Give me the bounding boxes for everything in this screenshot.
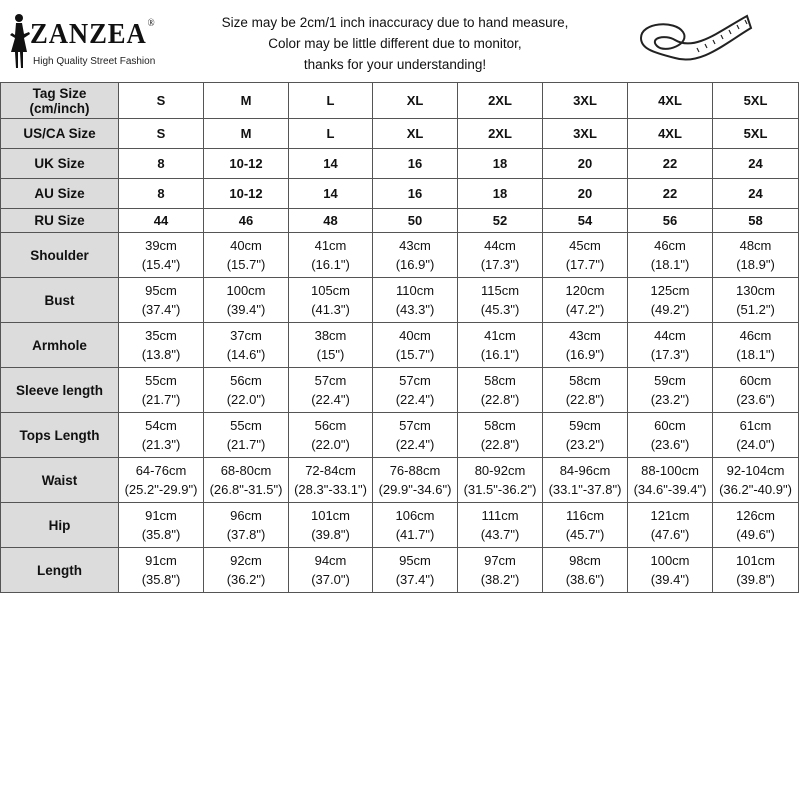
size-cell: 10-12 bbox=[204, 179, 289, 209]
cm-value: 96cm bbox=[230, 508, 262, 523]
inch-value: (21.7") bbox=[226, 437, 266, 452]
inch-value: (23.2") bbox=[565, 437, 605, 452]
size-cell: 10-12 bbox=[204, 149, 289, 179]
size-cell: 18 bbox=[458, 179, 543, 209]
cm-value: 40cm bbox=[399, 328, 431, 343]
inch-value: (22.0") bbox=[226, 392, 266, 407]
measurement-cell bbox=[204, 323, 289, 368]
size-cell: L bbox=[289, 119, 373, 149]
measurement-cell bbox=[628, 233, 713, 278]
measurement-cell bbox=[373, 368, 458, 413]
cm-value: 44cm bbox=[484, 238, 516, 253]
size-cell: XL bbox=[373, 119, 458, 149]
cm-value: 91cm bbox=[145, 553, 177, 568]
measurement-row bbox=[1, 413, 799, 458]
measurement-cell bbox=[543, 503, 628, 548]
inch-value: (37.8") bbox=[226, 527, 266, 542]
cm-value: 59cm bbox=[569, 418, 601, 433]
measurement-cell bbox=[543, 548, 628, 593]
cm-value: 56cm bbox=[314, 418, 347, 433]
measurement-cell bbox=[204, 278, 289, 323]
measurement-row bbox=[1, 233, 799, 278]
inch-value: (35.8") bbox=[141, 527, 181, 542]
size-cell: 44 bbox=[119, 209, 204, 233]
row-label: RU Size bbox=[1, 209, 119, 233]
measurement-cell bbox=[119, 233, 204, 278]
measurement-cell bbox=[119, 278, 204, 323]
row-label: Tag Size (cm/inch) bbox=[1, 83, 119, 119]
inch-value: (39.8") bbox=[311, 527, 350, 542]
cm-value: 76-88cm bbox=[389, 463, 441, 478]
cm-value: 94cm bbox=[314, 553, 347, 568]
measurement-cell bbox=[458, 278, 543, 323]
cm-value: 100cm bbox=[650, 553, 690, 568]
size-cell: 3XL bbox=[543, 83, 628, 119]
row-label: US/CA Size bbox=[1, 119, 119, 149]
cm-value: 115cm bbox=[480, 283, 520, 298]
inch-value: (24.0") bbox=[736, 437, 775, 452]
inch-value: (34.6"-39.4") bbox=[633, 482, 707, 497]
cm-value: 72-84cm bbox=[305, 463, 356, 478]
measurement-cell bbox=[713, 278, 799, 323]
measurement-cell bbox=[204, 548, 289, 593]
inch-value: (38.6") bbox=[565, 572, 605, 587]
measurement-cell bbox=[628, 368, 713, 413]
inch-value: (15.4") bbox=[141, 257, 181, 272]
measurement-cell bbox=[373, 458, 458, 503]
row-label: Armhole bbox=[1, 323, 119, 368]
measurement-row bbox=[1, 458, 799, 503]
measurement-cell bbox=[204, 458, 289, 503]
measurement-cell bbox=[204, 233, 289, 278]
size-cell: S bbox=[119, 119, 204, 149]
inch-value: (37.4") bbox=[395, 572, 435, 587]
inch-value: (22.0") bbox=[311, 437, 350, 452]
cm-value: 91cm bbox=[145, 508, 177, 523]
cm-value: 39cm bbox=[145, 238, 177, 253]
measurement-cell bbox=[458, 548, 543, 593]
inch-value: (22.8") bbox=[565, 392, 605, 407]
inch-value: (47.6") bbox=[650, 527, 690, 542]
inch-value: (17.3") bbox=[650, 347, 690, 362]
cm-value: 116cm bbox=[565, 508, 605, 523]
inch-value: (38.2") bbox=[480, 572, 520, 587]
size-cell: M bbox=[204, 119, 289, 149]
size-cell: M bbox=[204, 83, 289, 119]
measurement-cell bbox=[373, 503, 458, 548]
cm-value: 55cm bbox=[145, 373, 177, 388]
cm-value: 54cm bbox=[145, 418, 177, 433]
inch-value: (14.6") bbox=[226, 347, 266, 362]
row-label: UK Size bbox=[1, 149, 119, 179]
measurement-cell bbox=[289, 278, 373, 323]
size-cell: 50 bbox=[373, 209, 458, 233]
cm-value: 41cm bbox=[484, 328, 516, 343]
cm-value: 92cm bbox=[230, 553, 262, 568]
size-cell: 14 bbox=[289, 149, 373, 179]
cm-value: 88-100cm bbox=[641, 463, 699, 478]
measurement-row bbox=[1, 548, 799, 593]
inch-value: (41.7") bbox=[395, 527, 435, 542]
inch-value: (22.4") bbox=[395, 437, 435, 452]
cm-value: 60cm bbox=[739, 373, 772, 388]
cm-value: 46cm bbox=[654, 238, 686, 253]
inch-value: (13.8") bbox=[141, 347, 181, 362]
measurement-cell bbox=[713, 368, 799, 413]
measurement-cell bbox=[713, 233, 799, 278]
inch-value: (45.3") bbox=[480, 302, 520, 317]
measurement-row bbox=[1, 368, 799, 413]
size-cell: L bbox=[289, 83, 373, 119]
inch-value: (39.4") bbox=[650, 572, 690, 587]
cm-value: 100cm bbox=[226, 283, 266, 298]
inch-value: (22.4") bbox=[311, 392, 350, 407]
size-cell: 16 bbox=[373, 149, 458, 179]
size-cell: 5XL bbox=[713, 119, 799, 149]
inch-value: (16.1") bbox=[311, 257, 350, 272]
row-label: Tops Length bbox=[1, 413, 119, 458]
cm-value: 43cm bbox=[569, 328, 601, 343]
measurement-cell bbox=[289, 323, 373, 368]
size-cell: 2XL bbox=[458, 119, 543, 149]
measurement-row bbox=[1, 278, 799, 323]
cm-value: 35cm bbox=[145, 328, 177, 343]
cm-value: 41cm bbox=[314, 238, 347, 253]
cm-value: 59cm bbox=[654, 373, 686, 388]
inch-value: (29.9"-34.6") bbox=[378, 482, 452, 497]
cm-value: 97cm bbox=[484, 553, 516, 568]
measurement-cell bbox=[373, 548, 458, 593]
cm-value: 57cm bbox=[399, 373, 431, 388]
cm-value: 58cm bbox=[569, 373, 601, 388]
measurement-cell bbox=[713, 458, 799, 503]
size-cell: 20 bbox=[543, 149, 628, 179]
inch-value: (39.4") bbox=[226, 302, 266, 317]
cm-value: 84-96cm bbox=[559, 463, 611, 478]
measurement-cell bbox=[458, 458, 543, 503]
row-label: Length bbox=[1, 548, 119, 593]
measurement-cell bbox=[458, 413, 543, 458]
size-cell: S bbox=[119, 83, 204, 119]
inch-value: (22.8") bbox=[480, 392, 520, 407]
inch-value: (21.7") bbox=[141, 392, 181, 407]
cm-value: 111cm bbox=[481, 508, 519, 523]
measurement-cell bbox=[543, 278, 628, 323]
size-cell: XL bbox=[373, 83, 458, 119]
inch-value: (17.7") bbox=[565, 257, 605, 272]
cm-value: 45cm bbox=[569, 238, 601, 253]
inch-value: (22.8") bbox=[480, 437, 520, 452]
cm-value: 37cm bbox=[230, 328, 262, 343]
cm-value: 92-104cm bbox=[726, 463, 785, 478]
size-cell: 56 bbox=[628, 209, 713, 233]
measurement-cell bbox=[289, 458, 373, 503]
cm-value: 43cm bbox=[399, 238, 431, 253]
inch-value: (45.7") bbox=[565, 527, 605, 542]
measurement-cell bbox=[543, 368, 628, 413]
size-row bbox=[1, 209, 799, 233]
inch-value: (47.2") bbox=[565, 302, 605, 317]
inch-value: (49.2") bbox=[650, 302, 690, 317]
cm-value: 64-76cm bbox=[135, 463, 187, 478]
measurement-cell bbox=[543, 323, 628, 368]
inch-value: (41.3") bbox=[311, 302, 350, 317]
inch-value: (23.6") bbox=[736, 392, 775, 407]
size-row bbox=[1, 83, 799, 119]
inch-value: (26.8"-31.5") bbox=[209, 482, 283, 497]
size-cell: 14 bbox=[289, 179, 373, 209]
inch-value: (36.2"-40.9") bbox=[719, 482, 792, 497]
inch-value: (51.2") bbox=[736, 302, 775, 317]
inch-value: (15") bbox=[316, 347, 345, 362]
inch-value: (23.2") bbox=[650, 392, 690, 407]
size-cell: 8 bbox=[119, 179, 204, 209]
woman-silhouette-icon bbox=[6, 12, 32, 72]
measurement-cell bbox=[204, 413, 289, 458]
measurement-cell bbox=[204, 368, 289, 413]
size-row bbox=[1, 179, 799, 209]
size-cell: 58 bbox=[713, 209, 799, 233]
cm-value: 110cm bbox=[395, 283, 435, 298]
cm-value: 55cm bbox=[230, 418, 262, 433]
measurement-cell bbox=[458, 233, 543, 278]
measurement-cell bbox=[289, 368, 373, 413]
measurement-cell bbox=[119, 323, 204, 368]
size-cell: 46 bbox=[204, 209, 289, 233]
inch-value: (39.8") bbox=[736, 572, 775, 587]
inch-value: (16.9") bbox=[565, 347, 605, 362]
size-cell: 54 bbox=[543, 209, 628, 233]
cm-value: 130cm bbox=[735, 283, 776, 298]
cm-value: 101cm bbox=[310, 508, 351, 523]
measurement-cell bbox=[373, 278, 458, 323]
row-label: Shoulder bbox=[1, 233, 119, 278]
size-cell: 24 bbox=[713, 149, 799, 179]
inch-value: (37.4") bbox=[141, 302, 181, 317]
inch-value: (35.8") bbox=[141, 572, 181, 587]
measurement-cell bbox=[713, 323, 799, 368]
measurement-cell bbox=[458, 368, 543, 413]
measurement-cell bbox=[628, 413, 713, 458]
measurement-cell bbox=[543, 233, 628, 278]
inch-value: (17.3") bbox=[480, 257, 520, 272]
measurement-cell bbox=[543, 458, 628, 503]
measurement-cell bbox=[373, 233, 458, 278]
cm-value: 121cm bbox=[650, 508, 690, 523]
measurement-cell bbox=[119, 548, 204, 593]
inch-value: (16.1") bbox=[480, 347, 520, 362]
size-cell: 8 bbox=[119, 149, 204, 179]
inch-value: (21.3") bbox=[141, 437, 181, 452]
measurement-row bbox=[1, 503, 799, 548]
size-cell: 4XL bbox=[628, 119, 713, 149]
cm-value: 98cm bbox=[569, 553, 601, 568]
size-cell: 4XL bbox=[628, 83, 713, 119]
measurement-cell bbox=[119, 503, 204, 548]
size-cell: 5XL bbox=[713, 83, 799, 119]
measurement-cell bbox=[289, 503, 373, 548]
cm-value: 58cm bbox=[484, 418, 516, 433]
size-row bbox=[1, 119, 799, 149]
measurement-cell bbox=[628, 548, 713, 593]
cm-value: 48cm bbox=[739, 238, 772, 253]
measurement-cell bbox=[204, 503, 289, 548]
row-label: AU Size bbox=[1, 179, 119, 209]
size-notice bbox=[180, 12, 610, 75]
row-label: Bust bbox=[1, 278, 119, 323]
row-label: Waist bbox=[1, 458, 119, 503]
inch-value: (18.1") bbox=[650, 257, 690, 272]
inch-value: (36.2") bbox=[226, 572, 266, 587]
measurement-cell bbox=[458, 503, 543, 548]
size-cell: 2XL bbox=[458, 83, 543, 119]
measurement-cell bbox=[289, 233, 373, 278]
measurement-cell bbox=[628, 503, 713, 548]
cm-value: 105cm bbox=[310, 283, 351, 298]
cm-value: 57cm bbox=[399, 418, 431, 433]
measurement-cell bbox=[628, 278, 713, 323]
cm-value: 95cm bbox=[399, 553, 431, 568]
inch-value: (33.1"-37.8") bbox=[548, 482, 622, 497]
inch-value: (15.7") bbox=[226, 257, 266, 272]
measurement-cell bbox=[543, 413, 628, 458]
notice-line-1: Size may be 2cm/1 inch inaccuracy due to hand measure, bbox=[221, 15, 569, 30]
cm-value: 125cm bbox=[650, 283, 690, 298]
cm-value: 44cm bbox=[654, 328, 686, 343]
size-cell: 16 bbox=[373, 179, 458, 209]
row-label: Sleeve length bbox=[1, 368, 119, 413]
cm-value: 46cm bbox=[739, 328, 772, 343]
size-row bbox=[1, 149, 799, 179]
notice-line-3: thanks for your understanding! bbox=[303, 57, 487, 72]
measurement-cell bbox=[119, 368, 204, 413]
size-cell: 52 bbox=[458, 209, 543, 233]
header bbox=[0, 0, 800, 82]
inch-value: (49.6") bbox=[736, 527, 775, 542]
measurement-cell bbox=[373, 323, 458, 368]
inch-value: (18.9") bbox=[736, 257, 775, 272]
size-cell: 20 bbox=[543, 179, 628, 209]
notice-line-2: Color may be little different due to monitor, bbox=[268, 36, 522, 51]
measuring-tape-icon bbox=[635, 8, 755, 78]
cm-value: 106cm bbox=[395, 508, 435, 523]
inch-value: (43.3") bbox=[395, 302, 435, 317]
measurement-cell bbox=[713, 413, 799, 458]
cm-value: 57cm bbox=[314, 373, 347, 388]
brand-tagline: High Quality Street Fashion bbox=[33, 56, 156, 67]
cm-value: 60cm bbox=[654, 418, 686, 433]
measurement-cell bbox=[289, 548, 373, 593]
cm-value: 80-92cm bbox=[474, 463, 526, 478]
cm-value: 58cm bbox=[484, 373, 516, 388]
measurement-cell bbox=[713, 503, 799, 548]
cm-value: 40cm bbox=[230, 238, 262, 253]
measurement-cell bbox=[713, 548, 799, 593]
inch-value: (23.6") bbox=[650, 437, 690, 452]
cm-value: 120cm bbox=[565, 283, 605, 298]
inch-value: (25.2"-29.9") bbox=[124, 482, 198, 497]
cm-value: 61cm bbox=[739, 418, 772, 433]
size-cell: 24 bbox=[713, 179, 799, 209]
size-cell: 48 bbox=[289, 209, 373, 233]
size-cell: 18 bbox=[458, 149, 543, 179]
measurement-cell bbox=[119, 458, 204, 503]
cm-value: 56cm bbox=[230, 373, 262, 388]
size-chart-table bbox=[0, 82, 799, 593]
inch-value: (37.0") bbox=[311, 572, 350, 587]
inch-value: (18.1") bbox=[736, 347, 775, 362]
size-cell: 22 bbox=[628, 149, 713, 179]
inch-value: (31.5"-36.2") bbox=[463, 482, 537, 497]
cm-value: 68-80cm bbox=[220, 463, 272, 478]
measurement-cell bbox=[289, 413, 373, 458]
brand-logo: ZANZEA® bbox=[30, 18, 156, 50]
inch-value: (15.7") bbox=[395, 347, 435, 362]
cm-value: 126cm bbox=[735, 508, 776, 523]
cm-value: 38cm bbox=[314, 328, 347, 343]
measurement-row bbox=[1, 323, 799, 368]
row-label: Hip bbox=[1, 503, 119, 548]
inch-value: (43.7") bbox=[480, 527, 520, 542]
size-cell: 3XL bbox=[543, 119, 628, 149]
measurement-cell bbox=[628, 323, 713, 368]
cm-value: 95cm bbox=[145, 283, 177, 298]
inch-value: (16.9") bbox=[395, 257, 435, 272]
measurement-cell bbox=[119, 413, 204, 458]
cm-value: 101cm bbox=[735, 553, 776, 568]
inch-value: (22.4") bbox=[395, 392, 435, 407]
size-cell: 22 bbox=[628, 179, 713, 209]
measurement-cell bbox=[628, 458, 713, 503]
measurement-cell bbox=[373, 413, 458, 458]
measurement-cell bbox=[458, 323, 543, 368]
inch-value: (28.3"-33.1") bbox=[294, 482, 367, 497]
